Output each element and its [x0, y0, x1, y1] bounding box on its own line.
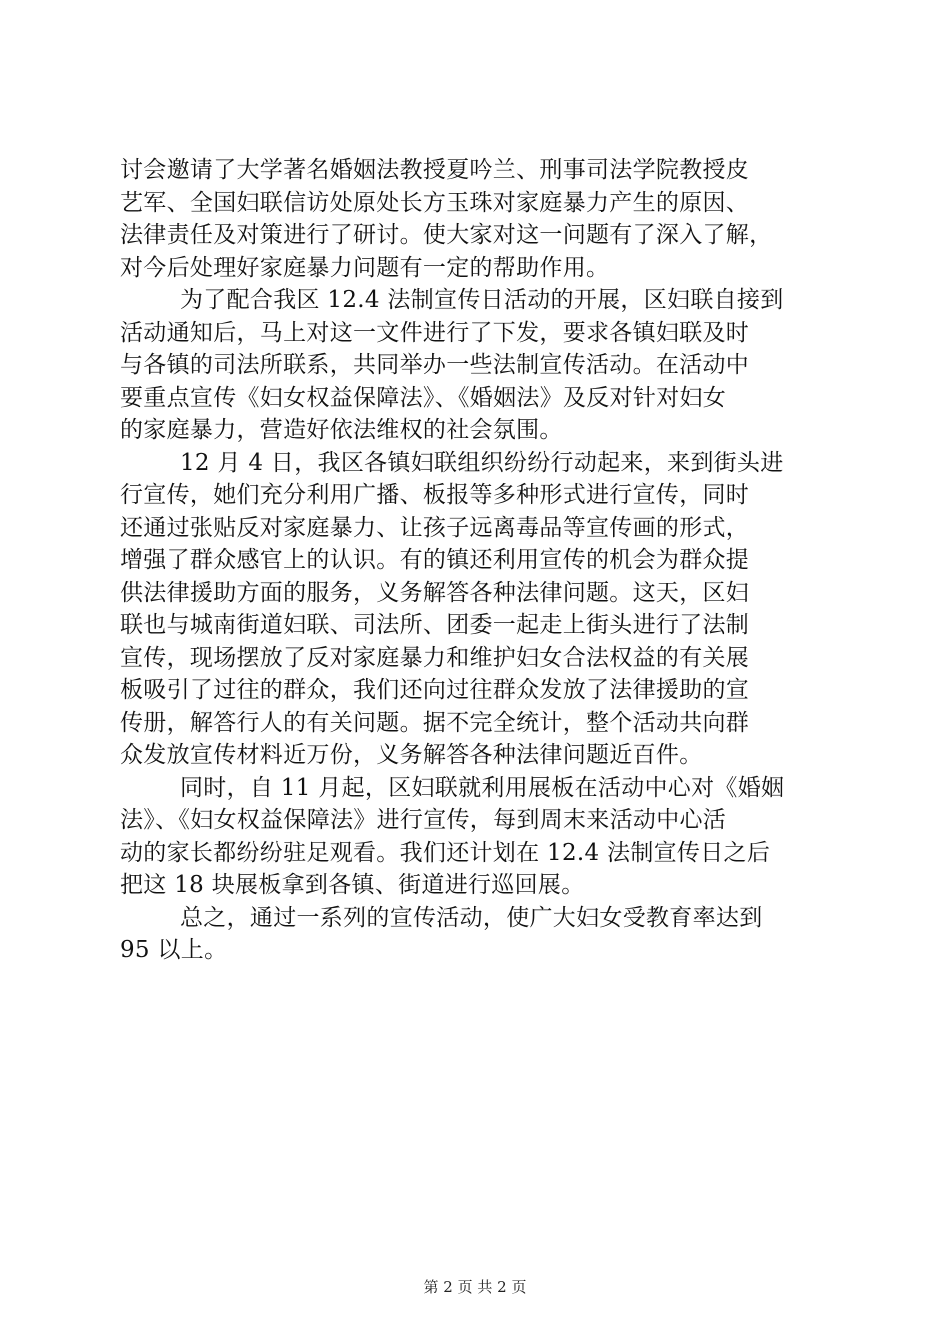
paragraph-2-line-1: 为了配合我区 12.4 法制宣传日活动的开展，区妇联自接到: [180, 287, 784, 313]
paragraph-1-line-1: 讨会邀请了大学著名婚姻法教授夏吟兰、刑事司法学院教授皮: [120, 157, 750, 183]
paragraph-2-line-2: 活动通知后，马上对这一文件进行了下发，要求各镇妇联及时: [120, 319, 750, 346]
paragraph-1-line-4: 对今后处理好家庭暴力问题有一定的帮助作用。: [120, 254, 610, 281]
paragraph-3-line-9: 传册，解答行人的有关问题。据不完全统计，整个活动共向群: [120, 709, 750, 736]
paragraph-5-line-2: 95 以上。: [120, 937, 228, 963]
paragraph-3-line-7: 宣传，现场摆放了反对家庭暴力和维护妇女合法权益的有关展: [120, 644, 750, 671]
paragraph-4-line-1: 同时，自 11 月起，区妇联就利用展板在活动中心对《婚姻: [180, 774, 785, 801]
paragraph-3-line-10: 众发放宣传材料近万份，义务解答各种法律问题近百件。: [120, 742, 703, 768]
paragraph-3-line-1: 12 月 4 日，我区各镇妇联组织纷纷行动起来，来到街头进: [180, 449, 784, 476]
paragraph-5-line-1: 总之，通过一系列的宣传活动，使广大妇女受教育率达到: [180, 904, 763, 931]
paragraph-4-line-3: 动的家长都纷纷驻足观看。我们还计划在 12.4 法制宣传日之后: [120, 839, 771, 866]
paragraph-4-line-2: 法》、《妇女权益保障法》进行宣传，每到周末来活动中心活: [120, 807, 727, 833]
paragraph-4-line-4: 把这 18 块展板拿到各镇、街道进行巡回展。: [120, 872, 585, 898]
paragraph-1-line-2: 艺军、全国妇联信访处原处长方玉珠对家庭暴力产生的原因、: [120, 189, 750, 216]
paragraph-2-line-3: 与各镇的司法所联系，共同举办一些法制宣传活动。在活动中: [120, 352, 750, 378]
page-number-footer: 第 2 页 共 2 页: [423, 1278, 527, 1296]
paragraph-3-line-6: 联也与城南街道妇联、司法所、团委一起走上街头进行了法制: [120, 612, 750, 638]
paragraph-2-line-4: 要重点宣传《妇女权益保障法》、《婚姻法》及反对针对妇女: [120, 384, 727, 411]
paragraph-3-line-3: 还通过张贴反对家庭暴力、让孩子远离毒品等宣传画的形式，: [120, 514, 750, 541]
paragraph-3-line-8: 板吸引了过往的群众，我们还向过往群众发放了法律援助的宣: [120, 677, 750, 703]
paragraph-3-line-4: 增强了群众感官上的认识。有的镇还利用宣传的机会为群众提: [120, 547, 750, 573]
paragraph-1-line-3: 法律责任及对策进行了研讨。使大家对这一问题有了深入了解，: [120, 222, 773, 248]
paragraph-2-line-5: 的家庭暴力，营造好依法维权的社会氛围。: [120, 417, 563, 443]
paragraph-3-line-5: 供法律援助方面的服务，义务解答各种法律问题。这天，区妇: [120, 579, 750, 606]
paragraph-3-line-2: 行宣传，她们充分利用广播、板报等多种形式进行宣传，同时: [120, 482, 750, 508]
document-body: [120, 154, 832, 967]
